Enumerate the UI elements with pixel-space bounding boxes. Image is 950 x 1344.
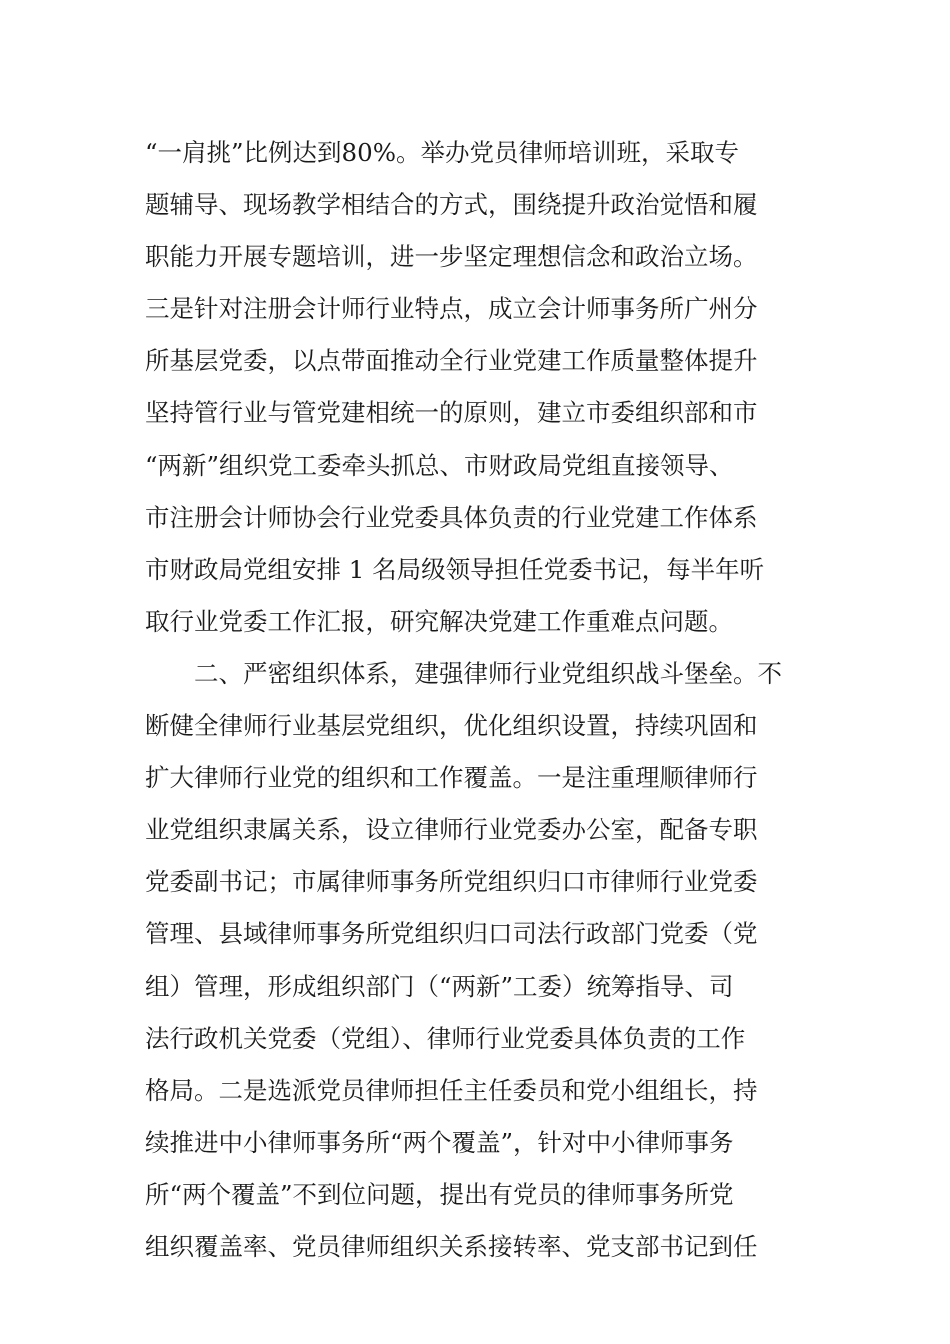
body-text [145, 127, 810, 1273]
text-line: 断健全律师行业基层党组织，优化组织设置，持续巩固和 [145, 711, 758, 741]
text-line: 管理、县域律师事务所党组织归口司法行政部门党委（党 [145, 919, 758, 949]
text-line: 三是针对注册会计师行业特点，成立会计师事务所广州分 [145, 294, 758, 324]
text-line: 职能力开展专题培训，进一步坚定理想信念和政治立场。 [145, 242, 758, 272]
text-line: 市财政局党组安排 1 名局级领导担任党委书记，每半年听 [145, 554, 765, 584]
text-line: 所基层党委，以点带面推动全行业党建工作质量整体提升 [145, 346, 758, 376]
text-line: 组）管理，形成组织部门（“两新”工委）统筹指导、司 [145, 971, 734, 1001]
text-line: 法行政机关党委（党组）、律师行业党委具体负责的工作 [145, 1023, 746, 1053]
text-line: 取行业党委工作汇报，研究解决党建工作重难点问题。 [145, 606, 733, 636]
text-line: 坚持管行业与管党建相统一的原则，建立市委组织部和市 [145, 398, 758, 428]
text-line: 业党组织隶属关系，设立律师行业党委办公室，配备专职 [145, 815, 758, 845]
text-line: 党委副书记；市属律师事务所党组织归口市律师行业党委 [145, 867, 758, 897]
text-line: 格局。二是选派党员律师担任主任委员和党小组组长，持 [145, 1075, 758, 1105]
text-line: 所“两个覆盖”不到位问题，提出有党员的律师事务所党 [145, 1179, 734, 1209]
text-line: 题辅导、现场教学相结合的方式，围绕提升政治觉悟和履 [145, 190, 758, 220]
text-line: 扩大律师行业党的组织和工作覆盖。一是注重理顺律师行 [145, 763, 758, 793]
text-line: 二、严密组织体系，建强律师行业党组织战斗堡垒。不 [145, 658, 782, 688]
text-line: 组织覆盖率、党员律师组织关系接转率、党支部书记到任 [145, 1231, 758, 1261]
text-line: “一肩挑”比例达到80%。举办党员律师培训班，采取专 [145, 138, 740, 167]
text-line: 市注册会计师协会行业党委具体负责的行业党建工作体系 [145, 502, 758, 532]
text-line: 续推进中小律师事务所“两个覆盖”，针对中小律师事务 [145, 1127, 734, 1157]
text-line: “两新”组织党工委牵头抓总、市财政局党组直接领导、 [145, 450, 734, 480]
